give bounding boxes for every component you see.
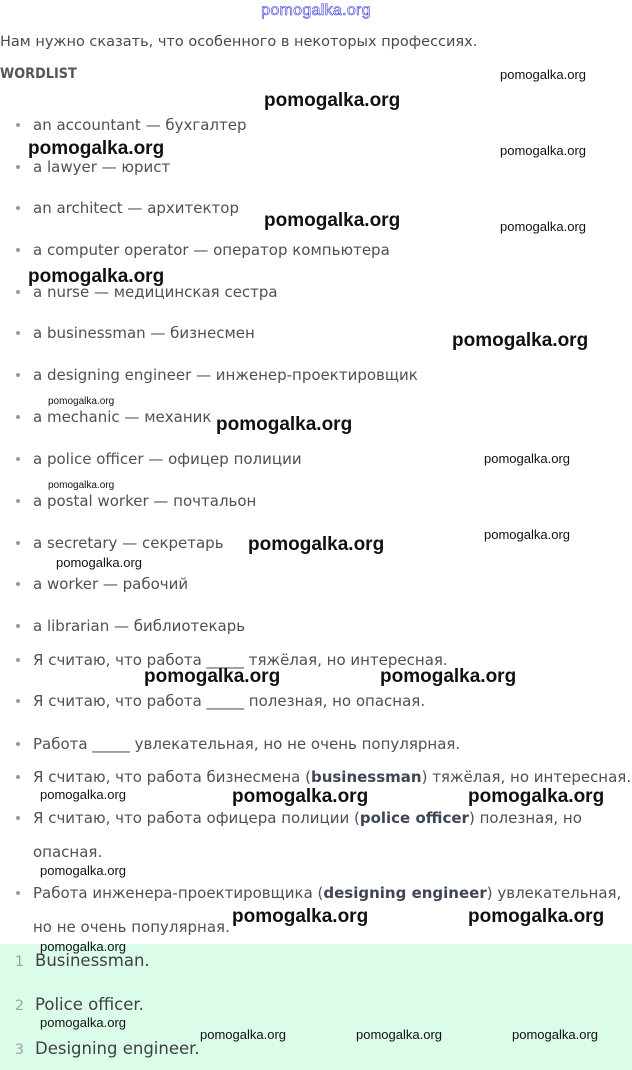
bullet-icon bbox=[16, 742, 20, 746]
watermark: pomogalka.org bbox=[484, 451, 570, 466]
bullet-icon bbox=[16, 499, 20, 503]
answer-highlight: designing engineer bbox=[323, 884, 487, 902]
answer-highlight: police officer bbox=[359, 809, 469, 827]
watermark: pomogalka.org bbox=[512, 1027, 598, 1042]
bullet-icon bbox=[16, 775, 20, 779]
bullet-icon bbox=[16, 699, 20, 703]
answer-item: 2 Police officer. bbox=[15, 995, 144, 1014]
watermark: pomogalka.org bbox=[40, 1015, 126, 1030]
watermark: pomogalka.org bbox=[452, 330, 589, 351]
bullet-icon bbox=[16, 658, 20, 662]
watermark: pomogalka.org bbox=[232, 906, 369, 927]
answer-item: 1 Businessman. bbox=[15, 951, 150, 970]
bullet-icon bbox=[16, 624, 20, 628]
bullet-icon bbox=[16, 541, 20, 545]
bullet-icon bbox=[16, 165, 20, 169]
watermark: pomogalka.org bbox=[468, 786, 605, 807]
watermark: pomogalka.org bbox=[468, 906, 605, 927]
watermark: pomogalka.org bbox=[356, 1027, 442, 1042]
watermark: pomogalka.org bbox=[380, 666, 517, 687]
watermark: pomogalka.org bbox=[40, 787, 126, 802]
wordlist-heading: WORDLIST bbox=[0, 66, 77, 82]
bullet-icon bbox=[16, 457, 20, 461]
watermark: pomogalka.org bbox=[144, 666, 281, 687]
bullet-icon bbox=[16, 331, 20, 335]
answer-item: 3 Designing engineer. bbox=[15, 1039, 200, 1058]
bullet-icon bbox=[16, 123, 20, 127]
watermark: pomogalka.org bbox=[56, 555, 142, 570]
watermark: pomogalka.org bbox=[232, 786, 369, 807]
watermark: pomogalka.org bbox=[500, 143, 586, 158]
watermark: pomogalka.org bbox=[484, 527, 570, 542]
watermark: pomogalka.org bbox=[48, 480, 115, 491]
bullet-icon bbox=[16, 816, 20, 820]
watermark: pomogalka.org bbox=[40, 863, 126, 878]
watermark: pomogalka.org bbox=[28, 138, 165, 159]
answer-highlight: businessman bbox=[310, 768, 422, 786]
watermark: pomogalka.org bbox=[48, 396, 115, 407]
watermark: pomogalka.org bbox=[264, 90, 401, 111]
watermark: pomogalka.org bbox=[248, 534, 385, 555]
bullet-icon bbox=[16, 206, 20, 210]
watermark: pomogalka.org bbox=[500, 67, 586, 82]
bullet-icon bbox=[16, 290, 20, 294]
watermark: pomogalka.org bbox=[500, 219, 586, 234]
answers-box bbox=[0, 944, 632, 1070]
bullet-icon bbox=[16, 415, 20, 419]
watermark: pomogalka.org bbox=[200, 1027, 286, 1042]
intro-text: Нам нужно сказать, что особенного в некоторых профессиях. bbox=[0, 34, 478, 50]
watermark: pomogalka.org bbox=[216, 414, 353, 435]
watermark: pomogalka.org bbox=[264, 210, 401, 231]
bullet-icon bbox=[16, 582, 20, 586]
bullet-icon bbox=[16, 891, 20, 895]
site-header-logo: pomogalka.org bbox=[261, 2, 371, 19]
watermark: pomogalka.org bbox=[28, 266, 165, 287]
watermark: pomogalka.org bbox=[40, 939, 126, 954]
bullet-icon bbox=[16, 373, 20, 377]
bullet-icon bbox=[16, 248, 20, 252]
